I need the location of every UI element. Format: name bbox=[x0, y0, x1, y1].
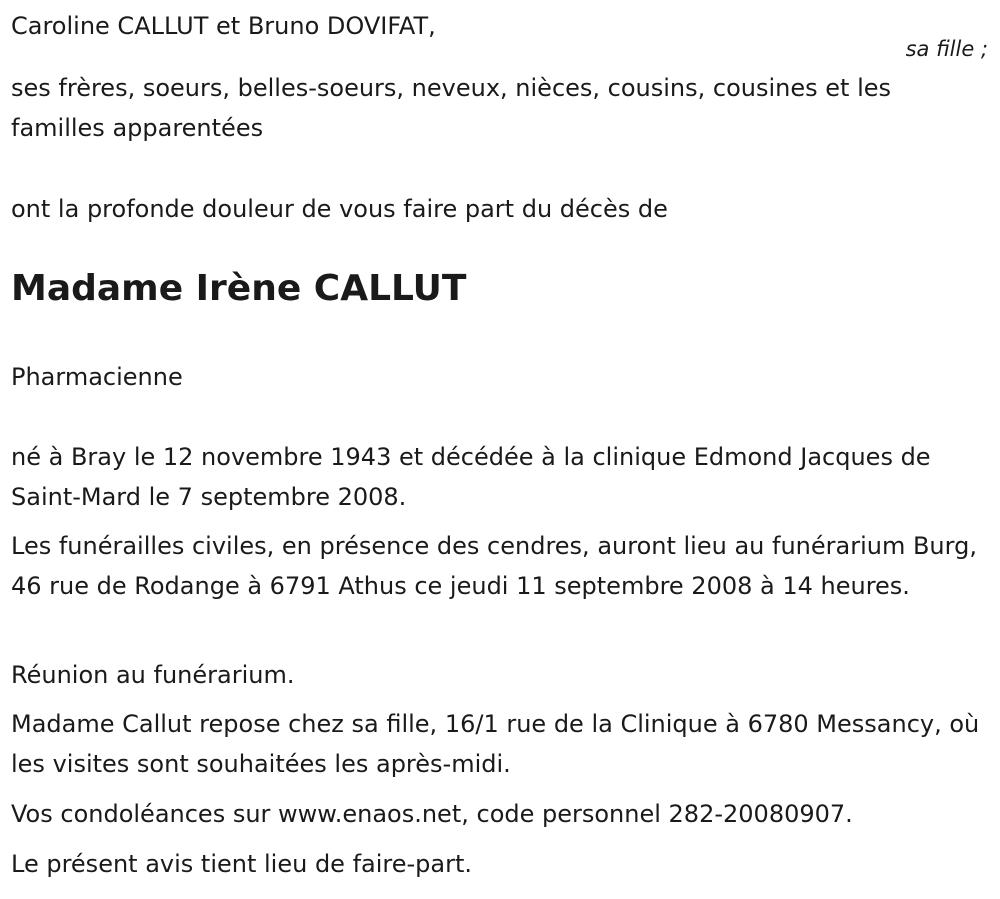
funeral-paragraph: Les funérailles civiles, en présence des cendres, auront lieu au funérarium Burg, 46 rue de Rodange à 6791 Athus ce jeudi 11 septembre 2008 à 14 heures. bbox=[11, 532, 977, 600]
birth-death-paragraph: né à Bray le 12 novembre 1943 et décédée à la clinique Edmond Jacques de Saint-Mard le 7 septembre 2008. bbox=[11, 443, 931, 511]
profession-line: Pharmacienne bbox=[11, 363, 183, 391]
relation-label: sa fille ; bbox=[905, 37, 988, 61]
parents-line: Caroline CALLUT et Bruno DOVIFAT, bbox=[11, 12, 436, 40]
visitation-paragraph: Madame Callut repose chez sa fille, 16/1 rue de la Clinique à 6780 Messancy, où les visites sont souhaitées les après-midi. bbox=[11, 710, 980, 778]
notice-line: Le présent avis tient lieu de faire-part. bbox=[11, 850, 473, 878]
deceased-name: Madame Irène CALLUT bbox=[11, 268, 467, 309]
family-line: ses frères, soeurs, belles-soeurs, neveux, nièces, cousins, cousines et les familles apparentées bbox=[11, 74, 892, 142]
condolences-line: Vos condoléances sur www.enaos.net, code personnel 282-20080907. bbox=[11, 800, 853, 828]
intro-line: ont la profonde douleur de vous faire part du décès de bbox=[11, 195, 668, 223]
reunion-line: Réunion au funérarium. bbox=[11, 661, 295, 689]
